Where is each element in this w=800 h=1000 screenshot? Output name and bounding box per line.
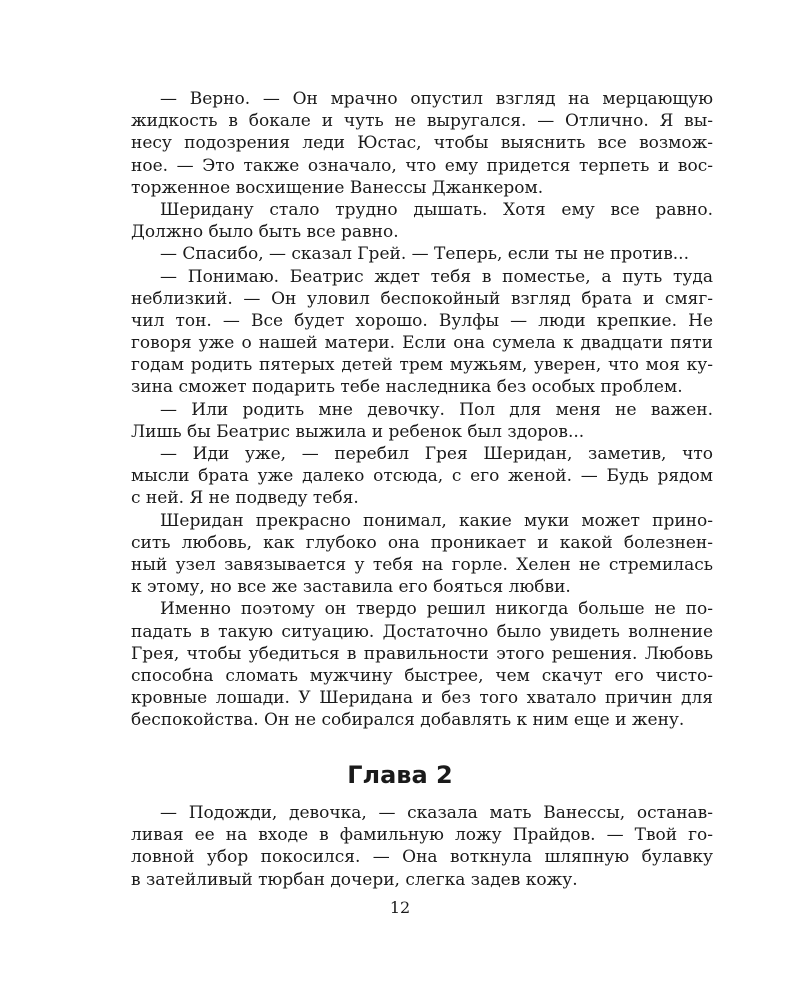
text-line: годам родить пятерых детей трем мужьям, уверен, что моя ку- [131,355,713,376]
text-line: Шеридану стало трудно дышать. Хотя ему все равно. [160,199,713,220]
text-line: падать в такую ситуацию. Достаточно было увидеть волнение [131,621,713,642]
text-line: неблизкий. — Он уловил беспокойный взгляд брата и смяг- [131,288,713,309]
page-number: 12 [389,898,411,917]
body-text [131,88,713,731]
text-line: ловной убор покосился. — Она воткнула шляпную булавку [131,847,713,868]
text-line: с ней. Я не подведу тебя. [131,488,359,509]
text-line: Шеридан прекрасно понимал, какие муки может прино- [160,510,713,531]
text-line: — Верно. — Он мрачно опустил взгляд на мерцающую [160,89,713,109]
text-line: — Или родить мне девочку. Пол для меня не важен. [160,399,713,420]
text-line: — Иди уже, — перебил Грея Шеридан, заметив, что [160,444,713,464]
text-line: — Подожди, девочка, — сказала мать Ванессы, останав- [160,803,713,823]
text-line: к этому, но все же заставила его бояться любви. [131,577,571,598]
text-line: Лишь бы Беатрис выжила и ребенок был здоров... [131,421,585,442]
text-line: — Спасибо, — сказал Грей. — Теперь, если ты не против... [160,244,689,265]
text-line: Грея, чтобы убедиться в правильности этого решения. Любовь [131,643,713,664]
text-line: ный узел завязывается у тебя на горле. Хелен не стремилась [131,554,713,575]
text-line: беспокойства. Он не собирался добавлять к ним еще и жену. [131,710,685,731]
text-line: Именно поэтому он твердо решил никогда больше не по- [160,599,713,620]
text-line: чил тон. — Все будет хорошо. Вулфы — люди крепкие. Не [131,310,713,331]
text-line: — Понимаю. Беатрис ждет тебя в поместье, а путь туда [160,266,713,287]
text-line: ливая ее на входе в фамильную ложу Прайдов. — Твой го- [131,825,713,846]
text-line: Должно было быть все равно. [131,222,399,243]
text-line: кровные лошади. У Шеридана и без того хватало причин для [131,688,713,709]
text-line: зина сможет подарить тебе наследника без особых проблем. [131,377,683,398]
text-line: способна сломать мужчину быстрее, чем скачут его чисто- [131,665,713,686]
text-line: жидкость в бокале и чуть не выругался. — Отлично. Я вы- [131,111,713,132]
text-line: говоря уже о нашей матери. Если она сумела к двадцати пяти [131,333,713,354]
text-line: торженное восхищение Ванессы Джанкером. [131,177,544,198]
text-line: в затейливый тюрбан дочери, слегка задев кожу. [131,869,578,890]
text-line: ное. — Это также означало, что ему придется терпеть и вос- [131,155,713,176]
text-line: мысли брата уже далеко отсюда, с его женой. — Будь рядом [131,466,713,487]
text-line: сить любовь, как глубоко она проникает и какой болезнен- [131,532,713,553]
chapter-text [131,802,713,891]
chapter-title: Глава 2 [347,761,453,789]
text-line: несу подозрения леди Юстас, чтобы выяснить все возмож- [131,133,713,154]
